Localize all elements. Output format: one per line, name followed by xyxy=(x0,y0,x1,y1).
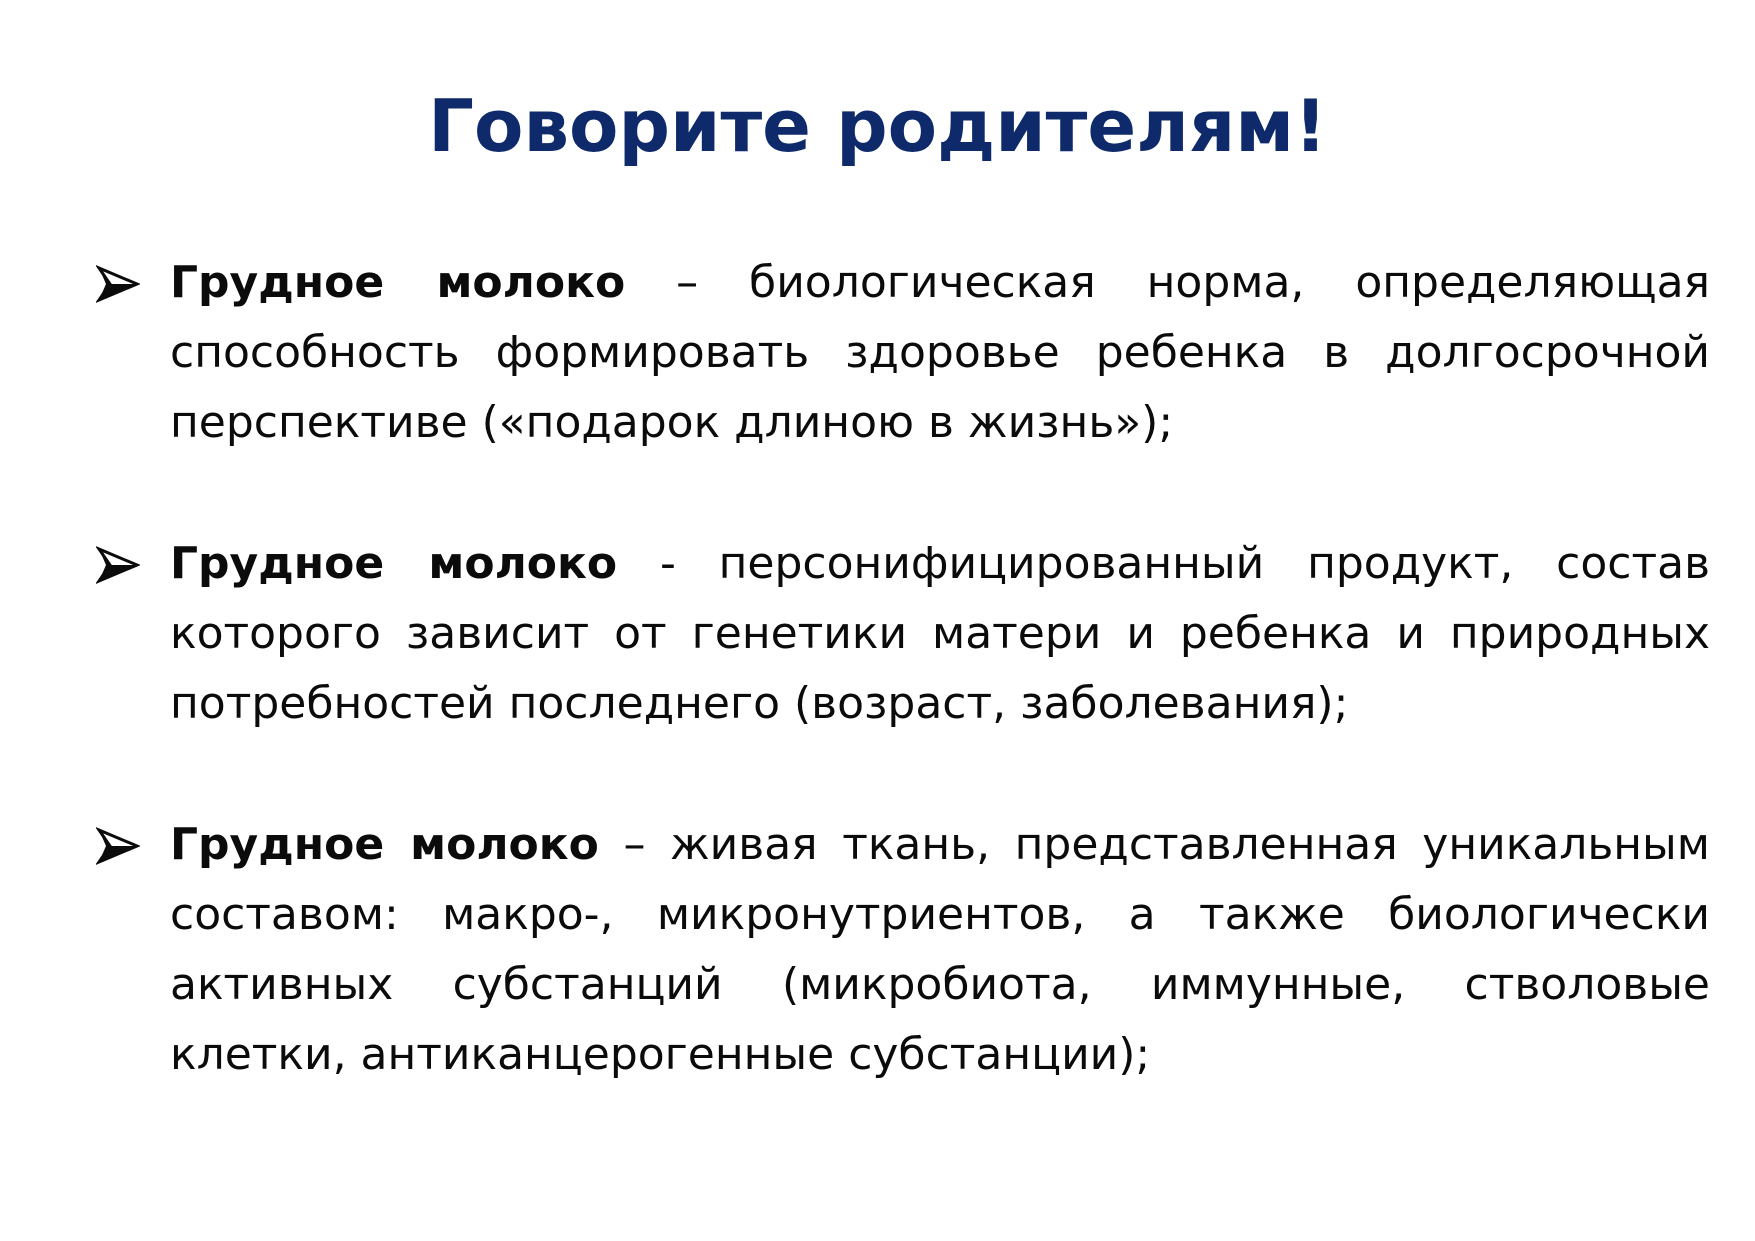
arrowhead-bullet-icon xyxy=(96,264,140,308)
bullet-lead: Грудное молоко xyxy=(170,538,618,589)
slide-title: Говорите родителям! xyxy=(428,84,1327,168)
bullet-lead: Грудное молоко xyxy=(170,257,626,308)
bullet-text xyxy=(170,248,1710,458)
arrowhead-bullet-icon xyxy=(96,826,140,870)
bullet-body: - персонифицированный продукт, состав которого зависит от генетики матери и ребенка и природных потребностей последнего (возраст, заболевания); xyxy=(170,538,1711,729)
bullet-text xyxy=(170,810,1710,1090)
bullet-text xyxy=(170,529,1710,739)
arrowhead-bullet-icon xyxy=(96,545,140,589)
bullet-lead: Грудное молоко xyxy=(170,819,599,870)
bullet-body: – живая ткань, представленная уникальным составом: макро-, микронутриентов, а также биологически активных субстанций (микробиота, иммунные, стволовые клетки, антиканцерогенные субстанции); xyxy=(170,819,1710,1080)
bullet-body: – биологическая норма, определяющая способность формировать здоровье ребенка в долгосрочной перспективе («подарок длиною в жизнь»); xyxy=(170,257,1711,448)
